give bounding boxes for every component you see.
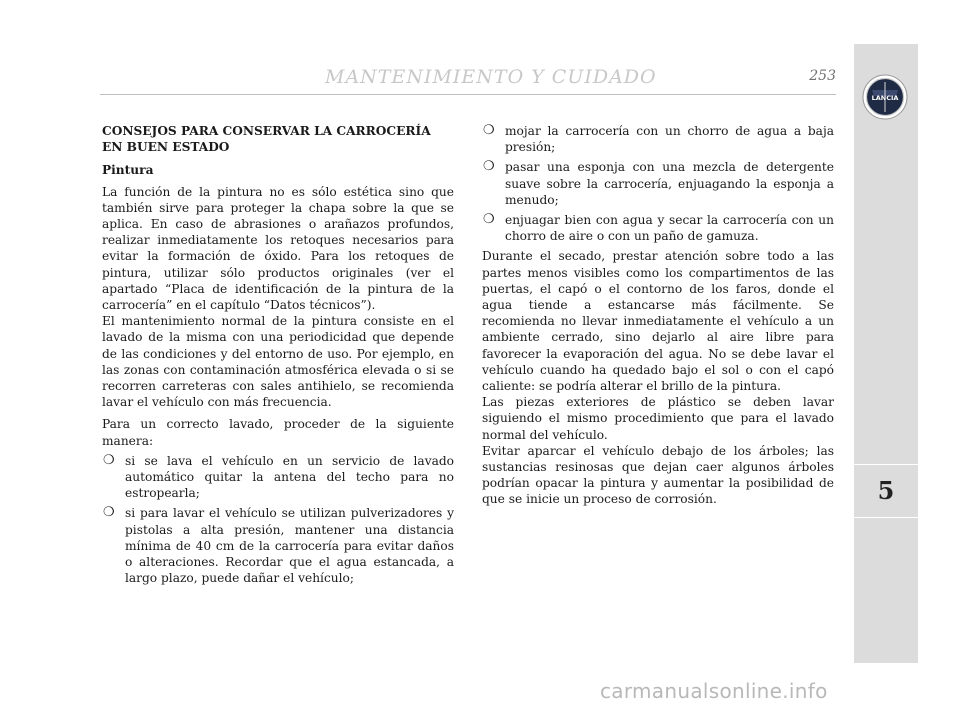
list-item	[482, 123, 834, 155]
paragraph: Para un correcto lavado, proceder de la siguiente manera:	[102, 417, 454, 448]
circle-bullet-icon: ❍	[103, 505, 115, 521]
list-item-text: si se lava el vehículo en un servicio de lavado automático quitar la antena del techo para no estropearla;	[125, 453, 454, 501]
paragraph: Durante el secado, prestar atención sobre todo a las partes menos visibles como los compartimentos de las puertas, el capó o el contorno de los faros, donde el agua tiende a estancarse más fácilmente. Se recomienda no llevar inmediatamente el vehículo a un ambiente cerrado, sino dejarlo al aire libre para favorecer la evaporación del agua. No se debe lavar el vehículo cuando ha quedado bajo el sol o con el capó caliente: se podría alterar el brillo de la pintura.	[482, 249, 834, 394]
list-item-text: si para lavar el vehículo se utilizan pulverizadores y pistolas a alta presión, mantener una distancia mínima de 40 cm de la carrocería para evitar daños o alteraciones. Recordar que el agua estancada, a largo plazo, puede dañar el vehículo;	[125, 506, 454, 586]
watermark: carmanualsonline.info	[600, 679, 828, 703]
paragraph: Las piezas exteriores de plástico se deben lavar siguiendo el mismo procedimiento que para el lavado normal del vehículo.	[482, 395, 834, 442]
list-item-text: mojar la carrocería con un chorro de agua a baja presión;	[505, 124, 834, 155]
paragraph: Evitar aparcar el vehículo debajo de los árboles; las sustancias resinosas que dejan caer algunos árboles podrían opacar la pintura y aumentar la posibilidad de que se inicie un proceso de corrosión.	[482, 443, 834, 507]
list-item	[102, 505, 454, 586]
section-heading-line-1: CONSEJOS PARA CONSERVAR LA CARROCERÍA	[102, 124, 431, 138]
section-heading	[102, 123, 454, 155]
section-heading-line-2: EN BUEN ESTADO	[102, 140, 230, 155]
right-column	[482, 123, 834, 508]
bullet-list	[482, 123, 834, 244]
left-column	[102, 123, 454, 590]
list-item-text: enjuagar bien con agua y secar la carrocería con un chorro de aire o con un paño de gamuza.	[505, 213, 834, 244]
chapter-divider-top	[854, 464, 918, 465]
chapter-number: 5	[877, 476, 895, 505]
lancia-logo-icon	[862, 74, 908, 120]
page-header	[100, 66, 836, 92]
section-title: MANTENIMIENTO Y CUIDADO	[325, 66, 657, 88]
bullet-list	[102, 453, 454, 587]
circle-bullet-icon: ❍	[483, 212, 495, 228]
list-item-text: pasar una esponja con una mezcla de detergente suave sobre la carrocería, enjuagando la esponja a menudo;	[505, 160, 834, 207]
svg-text:LANCIA: LANCIA	[871, 94, 899, 102]
list-item	[482, 212, 834, 244]
list-item	[102, 453, 454, 502]
paragraph: El mantenimiento normal de la pintura consiste en el lavado de la misma con una periodicidad que depende de las condiciones y del entorno de uso. Por ejemplo, en las zonas con contaminación atmosférica elevada o si se recorren carreteras con sales antihielo, se recomienda lavar el vehículo con más frecuencia.	[102, 314, 454, 410]
header-divider	[100, 94, 836, 95]
chapter-divider-bottom	[854, 517, 918, 518]
paragraph: La función de la pintura no es sólo estética sino que también sirve para proteger la chapa sobre la que se aplica. En caso de abrasiones o arañazos profundos, realizar inmediatamente los retoques necesarios para evitar la formación de óxido. Para los retoques de pintura, utilizar sólo productos originales (ver el apartado “Placa de identificación de la pintura de la carrocería” en el capítulo “Datos técnicos”).	[102, 184, 454, 313]
page-number: 253	[809, 68, 836, 84]
circle-bullet-icon: ❍	[103, 452, 115, 468]
subheading-pintura: Pintura	[102, 163, 154, 178]
circle-bullet-icon: ❍	[483, 159, 495, 175]
list-item	[482, 159, 834, 208]
circle-bullet-icon: ❍	[483, 123, 495, 138]
chapter-sidebar	[854, 44, 918, 663]
